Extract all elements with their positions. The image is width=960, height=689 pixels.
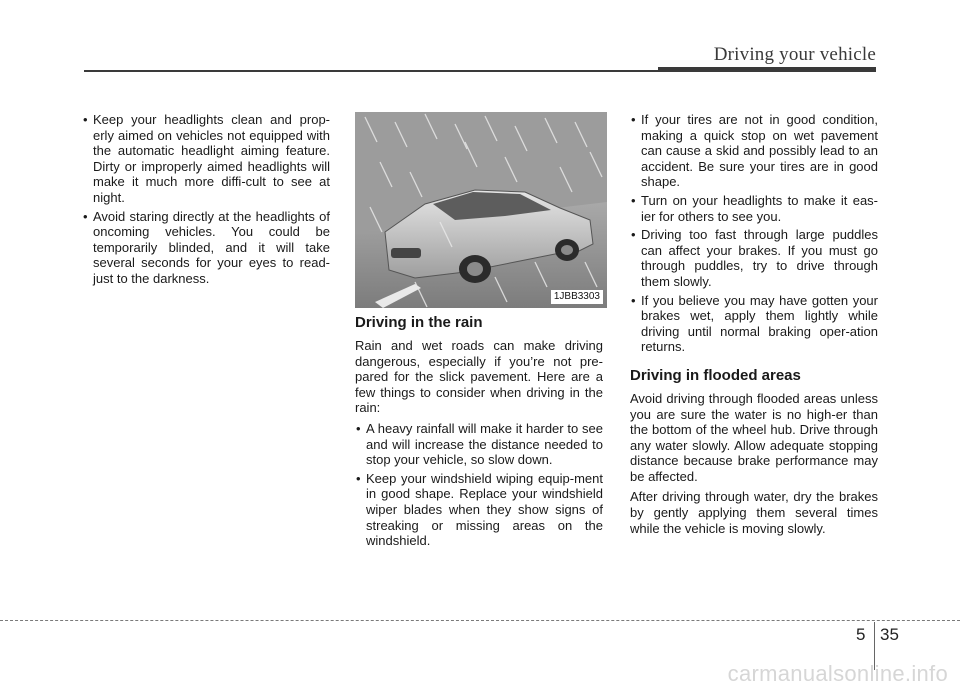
column-left xyxy=(82,112,330,290)
rain-tips-list xyxy=(355,421,603,549)
watermark: carmanualsonline.info xyxy=(727,661,948,686)
car-rain-graphic xyxy=(355,112,607,308)
footer-rule xyxy=(0,620,960,621)
column-right xyxy=(630,112,878,541)
wet-driving-tips-list xyxy=(630,112,878,355)
section-header-title: Driving your vehicle xyxy=(713,44,876,65)
header-rule-accent xyxy=(658,67,876,72)
car-in-rain-illustration xyxy=(355,112,607,308)
flooded-para-1: Avoid driving through flooded areas unless you are sure the water is no high-er than the bottom of the wheel hub. Drive through any water slowly. Allow adequate stopping distance because brake performance may be affected. xyxy=(630,390,878,484)
flooded-heading: Driving in flooded areas xyxy=(630,366,801,384)
figure-code-label: 1JBB3303 xyxy=(551,290,603,304)
list-item: • Keep your windshield wiping equip-ment in good shape. Replace your windshield wiper blades when they show signs of streaking or missing areas on the windshield. xyxy=(355,471,603,549)
headlight-tips-list xyxy=(82,112,330,287)
list-item: • Driving too fast through large puddles can affect your brakes. If you must go through puddles, try to drive through them slowly. xyxy=(630,227,878,289)
list-item: • If you believe you may have gotten your brakes wet, apply them lightly while driving until normal braking oper-ation returns. xyxy=(630,293,878,355)
list-item: • A heavy rainfall will make it harder to see and will increase the distance needed to stop your vehicle, so slow down. xyxy=(355,421,603,468)
flooded-para-2: After driving through water, dry the brakes by gently applying them several times while the vehicle is moving slowly. xyxy=(630,489,878,536)
list-item: • If your tires are not in good condition, making a quick stop on wet pavement can cause a skid and possibly lead to an accident. Be sure your tires are in good shape. xyxy=(630,112,878,190)
rain-heading: Driving in the rain xyxy=(355,314,483,331)
chapter-number: 5 xyxy=(856,625,866,644)
column-middle xyxy=(355,112,603,552)
rain-intro: Rain and wet roads can make driving dangerous, especially if you’re not pre-pared for the slick pavement. Here are a few things to consider when driving in the rain: xyxy=(355,338,603,416)
list-item: • Keep your headlights clean and prop-erly aimed on vehicles not equipped with the automatic headlight aiming feature. Dirty or improperly aimed headlights will make it much more diffi-cult to see at night. xyxy=(82,112,330,206)
list-item: • Turn on your headlights to make it eas-ier for others to see you. xyxy=(630,193,878,224)
page-number: 35 xyxy=(880,625,899,644)
list-item: • Avoid staring directly at the headlights of oncoming vehicles. You could be temporarily blinded, and it will take several seconds for your eyes to read-just to the darkness. xyxy=(82,209,330,287)
